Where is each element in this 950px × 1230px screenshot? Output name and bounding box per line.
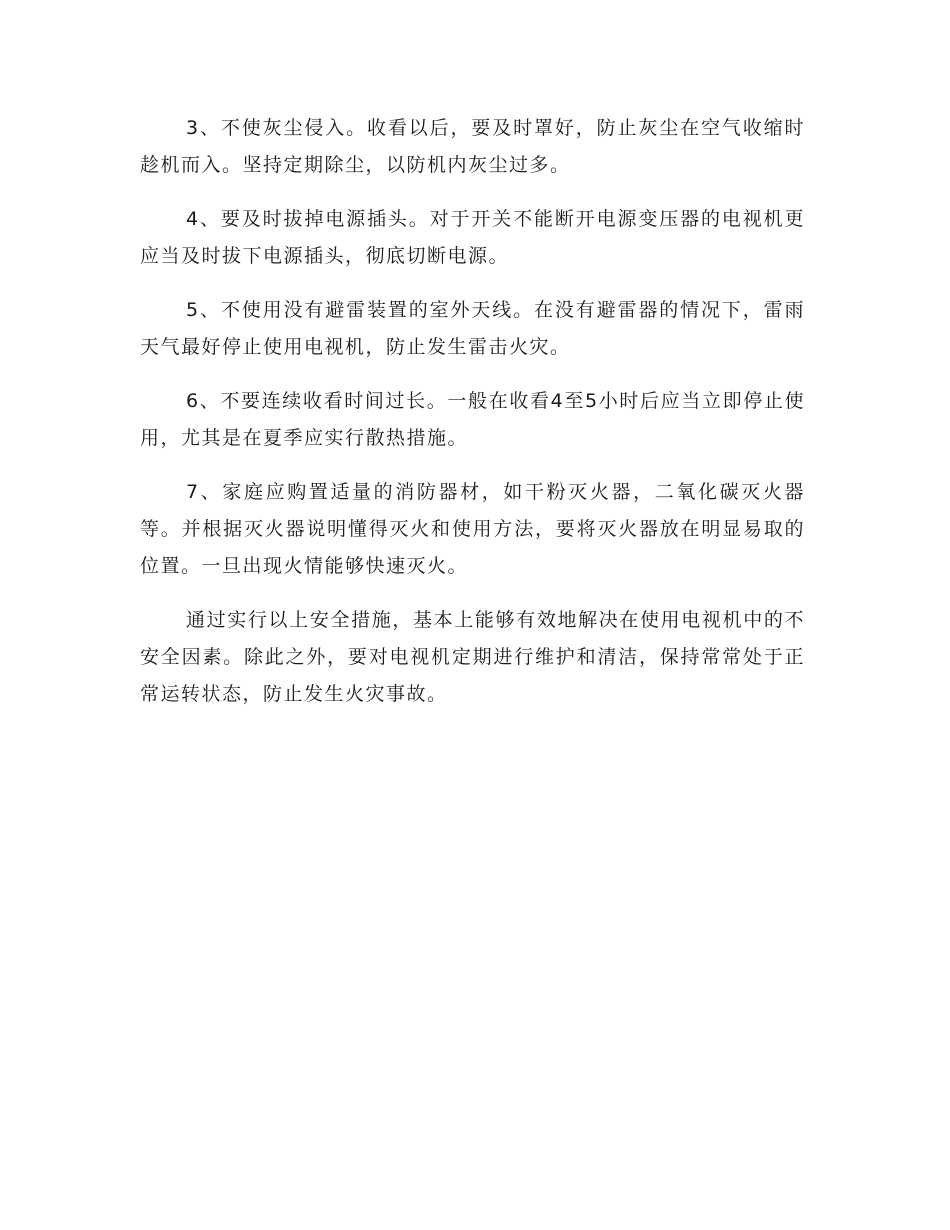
paragraph-item-4: 4、要及时拔掉电源插头。对于开关不能断开电源变压器的电视机更应当及时拔下电源插头，彻底切断电源。 [140, 208, 805, 267]
document-body [140, 110, 805, 730]
paragraph-item-3: 3、不使灰尘侵入。收看以后，要及时罩好，防止灰尘在空气收缩时趁机而入。坚持定期除尘，以防机内灰尘过多。 [140, 117, 805, 176]
paragraph-summary: 通过实行以上安全措施，基本上能够有效地解决在使用电视机中的不安全因素。除此之外，要对电视机定期进行维护和清洁，保持常常处于正常运转状态，防止发生火灾事故。 [140, 609, 805, 705]
paragraph-item-7: 7、家庭应购置适量的消防器材，如干粉灭火器，二氧化碳灭火器等。并根据灭火器说明懂得灭火和使用方法，要将灭火器放在明显易取的位置。一旦出现火情能够快速灭火。 [140, 481, 805, 577]
paragraph-item-5: 5、不使用没有避雷装置的室外天线。在没有避雷器的情况下，雷雨天气最好停止使用电视机，防止发生雷击火灾。 [140, 299, 805, 358]
paragraph-item-6: 6、不要连续收看时间过长。一般在收看4至5小时后应当立即停止使用，尤其是在夏季应实行散热措施。 [140, 390, 805, 449]
